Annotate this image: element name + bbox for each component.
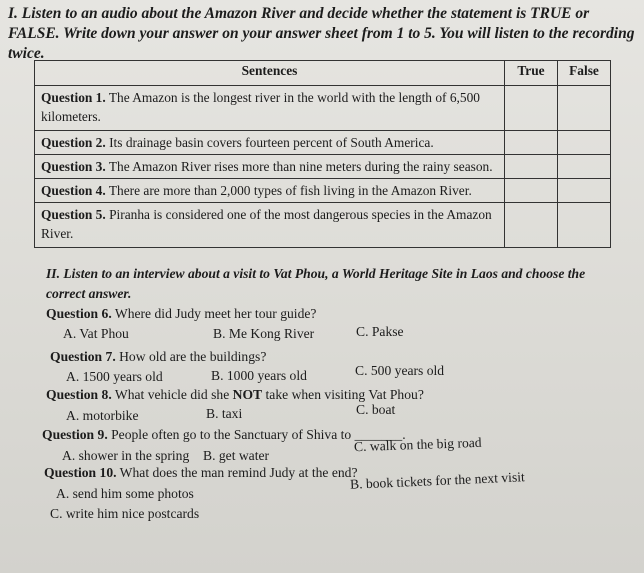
- table-header-row: [35, 61, 611, 86]
- q6-option-c[interactable]: C. Pakse: [356, 324, 404, 339]
- table-row: [35, 203, 611, 248]
- question-number: Question 8.: [46, 387, 112, 402]
- question-text: People often go to the Sanctuary of Shiva to _______.: [107, 427, 406, 442]
- q9-option-a[interactable]: A. shower in the spring: [62, 448, 190, 463]
- false-cell[interactable]: [558, 86, 611, 131]
- question-number: Question 4.: [41, 183, 106, 198]
- q10-option-a[interactable]: A. send him some photos: [56, 486, 194, 501]
- question-text: Where did Judy meet her tour guide?: [111, 306, 317, 321]
- question-number: Question 3.: [41, 159, 106, 174]
- true-cell[interactable]: [505, 155, 558, 179]
- false-cell[interactable]: [558, 203, 611, 248]
- table-row: [35, 179, 611, 203]
- q8-option-b[interactable]: B. taxi: [206, 406, 243, 421]
- question-text-end: take when visiting Vat Phou?: [262, 387, 424, 402]
- true-cell[interactable]: [505, 131, 558, 155]
- table-row: [35, 86, 611, 131]
- sentence-cell: [35, 179, 505, 203]
- question-number: Question 7.: [50, 349, 116, 364]
- false-cell[interactable]: [558, 155, 611, 179]
- sentence-cell: [35, 131, 505, 155]
- question-text: The Amazon River rises more than nine meters during the rainy season.: [105, 159, 493, 174]
- section2-heading: II. Listen to an interview about a visit to Vat Phou, a World Heritage Site in Laos and choose the correct answer.: [46, 266, 586, 301]
- q9-option-c[interactable]: C. walk on the big road: [353, 434, 482, 455]
- sentence-cell: [35, 155, 505, 179]
- section1-heading: I. Listen to an audio about the Amazon River and decide whether the statement is TRUE or FALSE. Write down your answer on your answer sheet from 1 to 5. You will listen to the recording twice.: [8, 5, 635, 62]
- q7-option-c[interactable]: C. 500 years old: [355, 363, 445, 378]
- q8-option-c[interactable]: C. boat: [356, 402, 396, 417]
- true-cell[interactable]: [505, 86, 558, 131]
- question-text: There are more than 2,000 types of fish living in the Amazon River.: [105, 183, 472, 198]
- q7-option-a[interactable]: A. 1500 years old: [66, 369, 163, 384]
- q6-option-a[interactable]: A. Vat Phou: [63, 326, 129, 341]
- true-false-table: [34, 60, 611, 248]
- true-cell[interactable]: [505, 179, 558, 203]
- sentence-cell: [35, 86, 505, 131]
- q8-option-a[interactable]: A. motorbike: [66, 408, 139, 423]
- question-text: What does the man remind Judy at the end?: [116, 465, 358, 480]
- question-number: Question 1.: [41, 90, 106, 105]
- q6-option-b[interactable]: B. Me Kong River: [213, 326, 315, 341]
- question-emphasis: NOT: [232, 387, 263, 402]
- question-number: Question 9.: [42, 427, 108, 442]
- question-number: Question 6.: [46, 306, 112, 321]
- sentence-cell: [35, 203, 505, 248]
- question-text: The Amazon is the longest river in the world with the length of 6,500 kilometers.: [41, 90, 480, 124]
- false-cell[interactable]: [558, 131, 611, 155]
- question-text: How old are the buildings?: [115, 349, 267, 364]
- q10-option-c[interactable]: C. write him nice postcards: [50, 506, 200, 521]
- col-header-true: True: [505, 61, 558, 86]
- q9-option-b[interactable]: B. get water: [203, 448, 270, 463]
- question-7: [50, 349, 266, 365]
- false-cell[interactable]: [558, 179, 611, 203]
- question-number: Question 10.: [44, 465, 117, 480]
- question-text: Its drainage basin covers fourteen percent of South America.: [105, 135, 434, 150]
- q10-option-b[interactable]: B. book tickets for the next visit: [349, 469, 526, 492]
- question-10: [44, 465, 358, 481]
- col-header-false: False: [558, 61, 611, 86]
- q7-option-b[interactable]: B. 1000 years old: [211, 368, 307, 383]
- question-number: Question 2.: [41, 135, 106, 150]
- question-9: [42, 427, 406, 443]
- col-header-sentences: Sentences: [35, 61, 505, 86]
- question-8: [46, 387, 424, 403]
- question-text-start: What vehicle did she: [111, 387, 233, 402]
- question-number: Question 5.: [41, 207, 106, 222]
- true-cell[interactable]: [505, 203, 558, 248]
- table-row: [35, 131, 611, 155]
- question-6: [46, 306, 316, 322]
- table-row: [35, 155, 611, 179]
- question-text: Piranha is considered one of the most dangerous species in the Amazon River.: [41, 207, 492, 241]
